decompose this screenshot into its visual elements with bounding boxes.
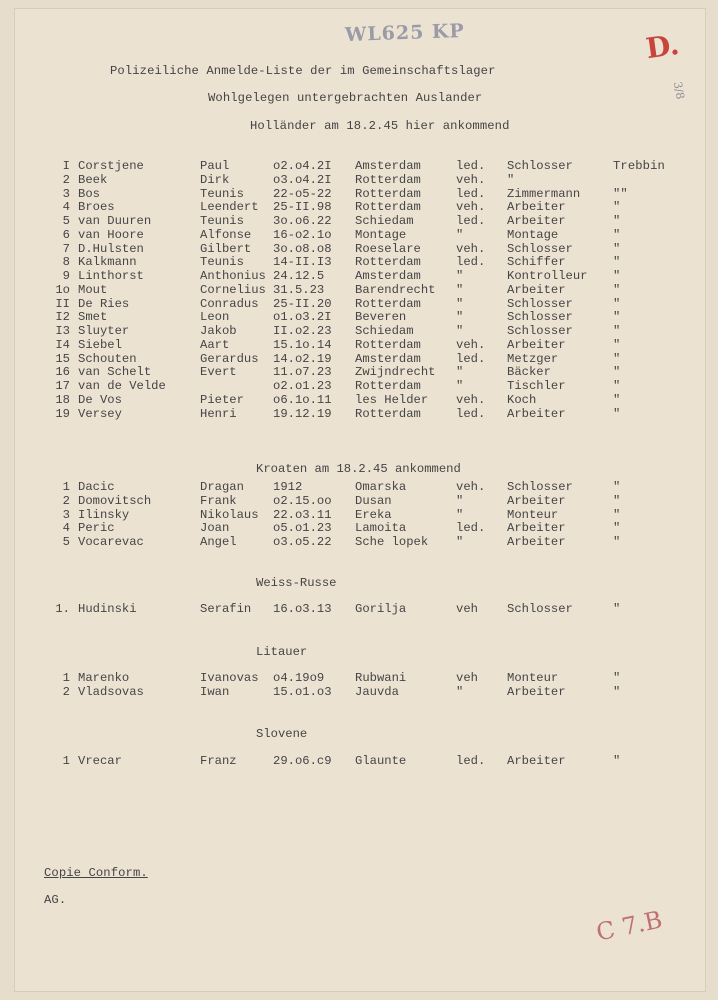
birth-place: Zwijndrecht [355,365,436,380]
table-row [0,508,718,522]
initials: AG. [44,893,67,907]
row-number: 18 [55,392,70,407]
marital-status: " [456,269,464,283]
corner-mark: D. [643,27,682,66]
group-title-slovene: Slovene [256,727,308,741]
table-row [0,521,718,535]
first-name: Gilbert [200,241,252,256]
first-name: Aart [200,337,230,352]
marital-status: " [456,684,464,699]
first-name: Serafin [200,602,252,616]
destination: " [613,241,621,256]
marital-status: led. [456,521,486,536]
surname: Beek [78,172,108,187]
destination: " [613,507,621,522]
first-name: Gerardus [200,351,259,366]
marital-status: " [456,507,464,522]
occupation: Arbeiter [507,282,566,297]
first-name: Pieter [200,392,244,407]
birth-place: Amsterdam [355,159,421,173]
first-name: Leon [200,310,230,325]
row-number: II [55,296,70,311]
row-number: I3 [55,324,70,338]
birth-date: 11.o7.23 [273,365,332,380]
birth-place: Montage [355,227,407,242]
birth-place: les Helder [355,392,429,407]
row-number: I4 [55,337,70,352]
birth-place: Amsterdam [355,269,421,283]
surname: van Hoore [78,227,144,242]
table-row [0,187,718,201]
first-name: Nikolaus [200,507,259,522]
row-number: 6 [62,227,70,242]
table-row [0,283,718,297]
row-number: 5 [62,535,70,549]
occupation: Arbeiter [507,684,566,699]
surname: Peric [78,521,115,536]
birth-date: 16-o2.1o [273,227,332,242]
birth-place: Rotterdam [355,379,421,393]
occupation: Montage [507,227,559,242]
marital-status: veh. [456,241,486,256]
header-line-3: Holländer am 18.2.45 hier ankommend [250,119,510,133]
birth-place: Barendrecht [355,282,436,297]
surname: Kalkmann [78,255,137,270]
surname: Vladsovas [78,684,144,699]
birth-place: Rotterdam [355,406,421,421]
destination: " [613,269,621,283]
row-number: I [62,159,70,173]
surname: Vocarevac [78,535,144,549]
occupation: Tischler [507,379,566,393]
birth-date: 19.12.19 [273,406,332,421]
surname: Corstjene [78,159,144,173]
birth-date: 14-II.I3 [273,255,332,270]
first-name: Alfonse [200,227,252,242]
birth-date: 24.12.5 [273,269,325,283]
birth-date: o3.o4.2I [273,172,332,187]
marital-status: veh. [456,480,486,494]
table-row [0,269,718,283]
destination: " [613,282,621,297]
destination: " [613,296,621,311]
occupation: Schlosser [507,480,573,494]
birth-place: Sche lopek [355,535,429,549]
surname: Schouten [78,351,137,366]
destination-column-header: Trebbin [613,159,665,173]
surname: Domovitsch [78,493,152,508]
birth-date: 3o.o6.22 [273,214,332,228]
occupation: Schlosser [507,241,573,256]
occupation: Koch [507,392,537,407]
birth-place: Schiedam [355,214,414,228]
first-name: Leendert [200,200,259,215]
birth-date: o1.o3.2I [273,310,332,325]
destination: " [613,754,621,768]
occupation: " [507,172,515,187]
surname: Mout [78,282,108,297]
table-row [0,535,718,549]
header-line-1: Polizeiliche Anmelde-Liste der im Gemeinschaftslager [110,64,496,78]
first-name: Iwan [200,684,230,699]
birth-date: o4.19o9 [273,671,325,685]
destination: " [613,365,621,380]
destination: " [613,521,621,536]
marital-status: led. [456,255,486,270]
surname: Vrecar [78,754,122,768]
marital-status: led. [456,159,486,173]
table-row [0,393,718,407]
birth-date: 29.o6.c9 [273,754,332,768]
birth-place: Amsterdam [355,351,421,366]
birth-place: Roeselare [355,241,421,256]
row-number: 19 [55,406,70,421]
copie-conform: Copie Conform. [44,866,148,880]
destination: " [613,493,621,508]
first-name: Jakob [200,324,237,338]
surname: Hudinski [78,602,137,616]
birth-date: o2.o4.2I [273,159,332,173]
birth-date: 15.1o.14 [273,337,332,352]
marital-status: " [456,310,464,325]
table-row [0,200,718,214]
table-row [0,365,718,379]
birth-date: 22-o5-22 [273,186,332,201]
side-mark: 3/8 [670,80,687,101]
occupation: Schiffer [507,255,566,270]
row-number: 7 [62,241,70,256]
marital-status: veh [456,671,478,685]
table-row [0,379,718,393]
destination: " [613,337,621,352]
birth-date: 1912 [273,480,303,494]
occupation: Schlosser [507,602,573,616]
group-title-lithuanian: Litauer [256,645,308,659]
destination: " [613,379,621,393]
birth-place: Lamoita [355,521,407,536]
row-number: 4 [62,200,70,215]
group-title-croats: Kroaten am 18.2.45 ankommend [256,462,461,476]
occupation: Arbeiter [507,200,566,215]
table-row [0,297,718,311]
first-name: Teunis [200,214,244,228]
first-name: Anthonius [200,269,266,283]
first-name: Conradus [200,296,259,311]
destination: " [613,602,621,616]
marital-status: led. [456,351,486,366]
birth-place: Omarska [355,480,407,494]
birth-place: Schiedam [355,324,414,338]
occupation: Bäcker [507,365,551,380]
birth-place: Rotterdam [355,337,421,352]
marital-status: " [456,365,464,380]
surname: Broes [78,200,115,215]
destination: " [613,406,621,421]
row-number: 1 [62,480,70,494]
birth-date: 22.o3.11 [273,507,332,522]
surname: De Ries [78,296,130,311]
marital-status: led. [456,214,486,228]
surname: van de Velde [78,379,166,393]
destination: " [613,392,621,407]
row-number: 1. [55,602,70,616]
first-name: Paul [200,159,230,173]
first-name: Teunis [200,186,244,201]
marital-status: " [456,535,464,549]
occupation: Schlosser [507,296,573,311]
birth-place: Rotterdam [355,255,421,270]
marital-status: veh. [456,172,486,187]
occupation: Kontrolleur [507,269,588,283]
birth-place: Rubwani [355,671,407,685]
table-row [0,228,718,242]
row-number: 1 [62,754,70,768]
table-row [0,671,718,685]
first-name: Evert [200,365,237,380]
bottom-mark: C 7.B [593,905,665,947]
occupation: Arbeiter [507,521,566,536]
birth-date: o2.o1.23 [273,379,332,393]
top-stamp: WL625 KP [344,19,466,47]
group-title-belarusian: Weiss-Russe [256,576,337,590]
marital-status: led. [456,406,486,421]
surname: Dacic [78,480,115,494]
table-row [0,173,718,187]
surname: Sluyter [78,324,130,338]
first-name: Henri [200,406,237,421]
surname: De Vos [78,392,122,407]
first-name: Joan [200,521,230,536]
birth-place: Rotterdam [355,200,421,215]
occupation: Arbeiter [507,337,566,352]
occupation: Arbeiter [507,214,566,228]
first-name: Angel [200,535,237,549]
row-number: I2 [55,310,70,325]
birth-place: Rotterdam [355,172,421,187]
marital-status: led. [456,186,486,201]
surname: D.Hulsten [78,241,144,256]
occupation: Arbeiter [507,535,566,549]
destination: " [613,310,621,325]
table-row [0,214,718,228]
surname: van Schelt [78,365,152,380]
table-row [0,602,718,616]
birth-date: o5.o1.23 [273,521,332,536]
marital-status: " [456,379,464,393]
marital-status: led. [456,754,486,768]
row-number: 4 [62,521,70,536]
marital-status: veh. [456,337,486,352]
surname: Bos [78,186,100,201]
table-row [0,685,718,699]
table-row [0,159,718,173]
marital-status: " [456,227,464,242]
marital-status: " [456,493,464,508]
row-number: 3 [62,507,70,522]
birth-date: 25-II.98 [273,200,332,215]
occupation: Monteur [507,671,559,685]
birth-date: o2.15.oo [273,493,332,508]
surname: Linthorst [78,269,144,283]
destination: " [613,480,621,494]
destination: " [613,535,621,549]
table-row [0,407,718,421]
occupation: Zimmermann [507,186,581,201]
destination: " [613,351,621,366]
birth-date: 15.o1.o3 [273,684,332,699]
birth-place: Jauvda [355,684,399,699]
table-row [0,324,718,338]
table-row [0,255,718,269]
row-number: 15 [55,351,70,366]
marital-status: " [456,296,464,311]
birth-place: Gorilja [355,602,407,616]
occupation: Schlosser [507,310,573,325]
table-row [0,310,718,324]
first-name: Dirk [200,172,230,187]
occupation: Schlosser [507,324,573,338]
row-number: 9 [62,269,70,283]
row-number: 17 [55,379,70,393]
surname: Siebel [78,337,122,352]
surname: Smet [78,310,108,325]
destination: " [613,255,621,270]
first-name: Ivanovas [200,671,259,685]
header-line-2: Wohlgelegen untergebrachten Auslander [208,91,483,105]
destination: " [613,324,621,338]
marital-status: " [456,324,464,338]
marital-status: " [456,282,464,297]
destination: " [613,684,621,699]
surname: Marenko [78,671,130,685]
birth-date: o3.o5.22 [273,535,332,549]
birth-place: Rotterdam [355,296,421,311]
destination: "" [613,186,628,201]
row-number: 5 [62,214,70,228]
birth-place: Ereka [355,507,392,522]
first-name: Dragan [200,480,244,494]
marital-status: veh. [456,200,486,215]
birth-date: 14.o2.19 [273,351,332,366]
surname: Versey [78,406,122,421]
table-row [0,242,718,256]
birth-place: Rotterdam [355,186,421,201]
occupation: Metzger [507,351,559,366]
destination: " [613,200,621,215]
first-name: Teunis [200,255,244,270]
occupation: Arbeiter [507,754,566,768]
row-number: 1 [62,671,70,685]
destination: " [613,671,621,685]
marital-status: veh. [456,392,486,407]
marital-status: veh [456,602,478,616]
occupation: Arbeiter [507,493,566,508]
table-row [0,480,718,494]
birth-date: 3o.o8.o8 [273,241,332,256]
birth-date: 25-II.20 [273,296,332,311]
destination: " [613,214,621,228]
birth-place: Beveren [355,310,407,325]
birth-place: Glaunte [355,754,407,768]
first-name: Cornelius [200,282,266,297]
row-number: 16 [55,365,70,380]
birth-date: 16.o3.13 [273,602,332,616]
first-name: Franz [200,754,237,768]
destination: " [613,227,621,242]
first-name: Frank [200,493,237,508]
birth-place: Dusan [355,493,392,508]
occupation: Monteur [507,507,559,522]
table-row [0,494,718,508]
row-number: 8 [62,255,70,270]
table-row [0,338,718,352]
row-number: 2 [62,684,70,699]
occupation: Schlosser [507,159,573,173]
surname: van Duuren [78,214,152,228]
row-number: 2 [62,172,70,187]
table-row [0,754,718,768]
occupation: Arbeiter [507,406,566,421]
row-number: 3 [62,186,70,201]
surname: Ilinsky [78,507,130,522]
birth-date: 31.5.23 [273,282,325,297]
row-number: 2 [62,493,70,508]
birth-date: II.o2.23 [273,324,332,338]
row-number: 1o [55,282,70,297]
birth-date: o6.1o.11 [273,392,332,407]
table-row [0,352,718,366]
